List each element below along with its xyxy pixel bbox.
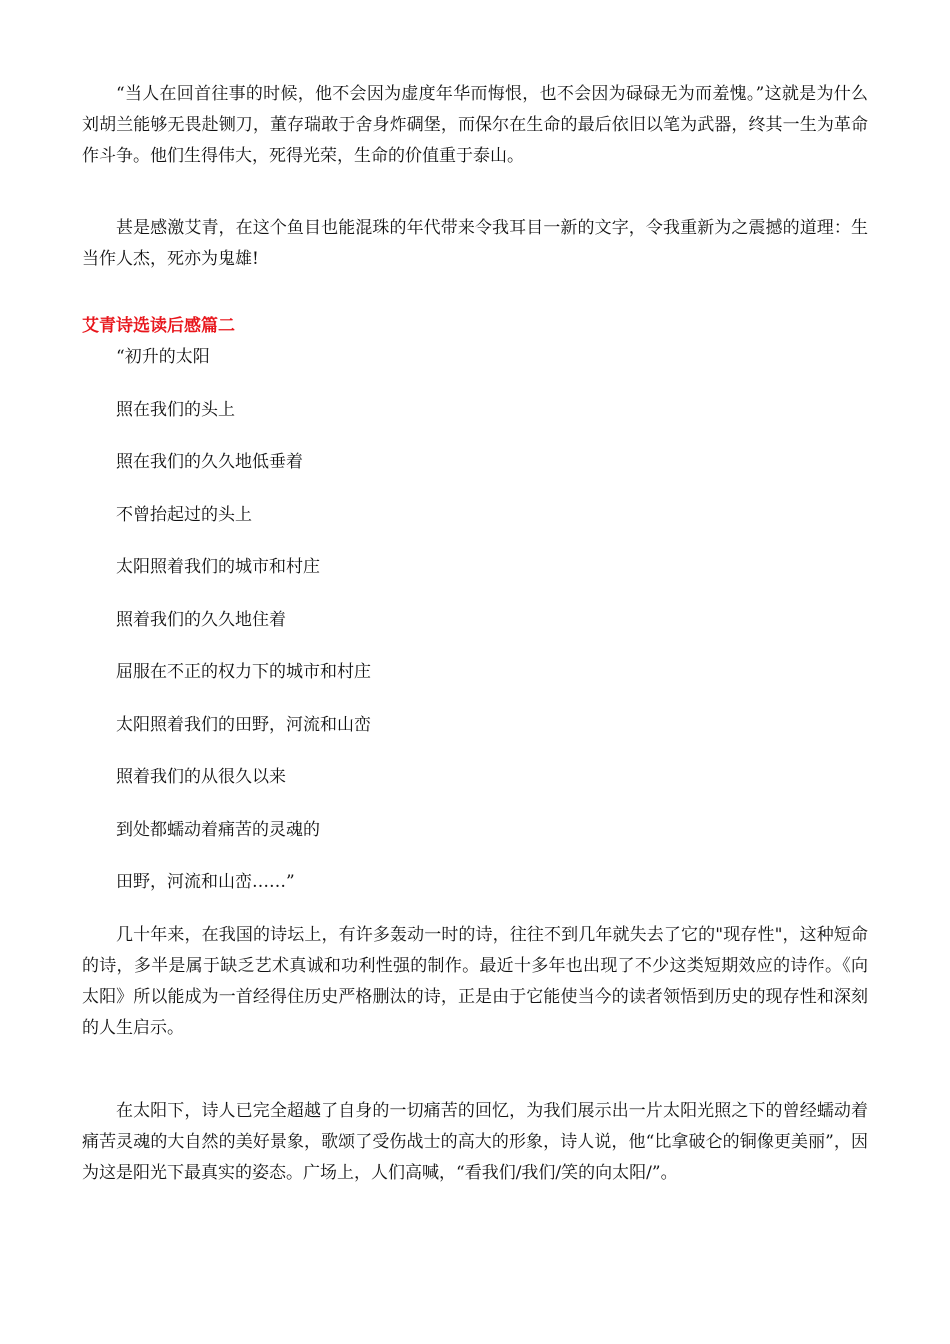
poem-line: 到处都蠕动着痛苦的灵魂的 — [116, 819, 320, 840]
poem-excerpt — [82, 338, 868, 916]
paragraph-sunlight: 在太阳下，诗人已完全超越了自身的一切痛苦的回忆，为我们展示出一片太阳光照之下的曾经蠕动着痛苦灵魂的大自然的美好景象，歌颂了受伤战士的高大的形象，诗人说，他“比拿破仑的铜像更美丽”，因为这是阳光下最真实的姿态。广场上，人们高喊，“看我们/我们/笑的向太阳/”。 — [82, 1101, 868, 1183]
paragraph-analysis: 几十年来，在我国的诗坛上，有许多轰动一时的诗，往往不到几年就失去了它的"现存性"，这种短命的诗，多半是属于缺乏艺术真诚和功利性强的制作。最近十多年也出现了不少这类短期效应的诗作。《向太阳》所以能成为一首经得住历史严格删汰的诗，正是由于它能使当今的读者领悟到历史的现存性和深刻的人生启示。 — [82, 925, 868, 1038]
poem-line: 照在我们的久久地低垂着 — [116, 452, 303, 472]
section-heading: 艾青诗选读后感篇二 — [82, 316, 235, 336]
poem-line: 屈服在不正的权力下的城市和村庄 — [116, 662, 371, 682]
poem-line: 田野，河流和山峦……” — [116, 872, 295, 892]
poem-line: 太阳照着我们的田野，河流和山峦 — [116, 714, 371, 735]
poem-line: “初升的太阳 — [116, 347, 210, 367]
poem-line: 照在我们的头上 — [116, 399, 235, 420]
poem-line: 照着我们的久久地住着 — [116, 609, 286, 630]
poem-line: 不曾抬起过的头上 — [116, 504, 252, 525]
paragraph-gratitude: 甚是感激艾青，在这个鱼目也能混珠的年代带来令我耳目一新的文字，令我重新为之震撼的道理：生当作人杰，死亦为鬼雄! — [82, 218, 868, 269]
paragraph-quote-intro: “当人在回首往事的时候，他不会因为虚度年华而悔恨，也不会因为碌碌无为而羞愧。”这就是为什么刘胡兰能够无畏赴铡刀，董存瑞敢于舍身炸碉堡，而保尔在生命的最后依旧以笔为武器，终其一生为革命作斗争。他们生得伟大，死得光荣，生命的价值重于泰山。 — [82, 84, 868, 166]
poem-line: 太阳照着我们的城市和村庄 — [116, 557, 320, 577]
poem-line: 照着我们的从很久以来 — [116, 767, 286, 787]
